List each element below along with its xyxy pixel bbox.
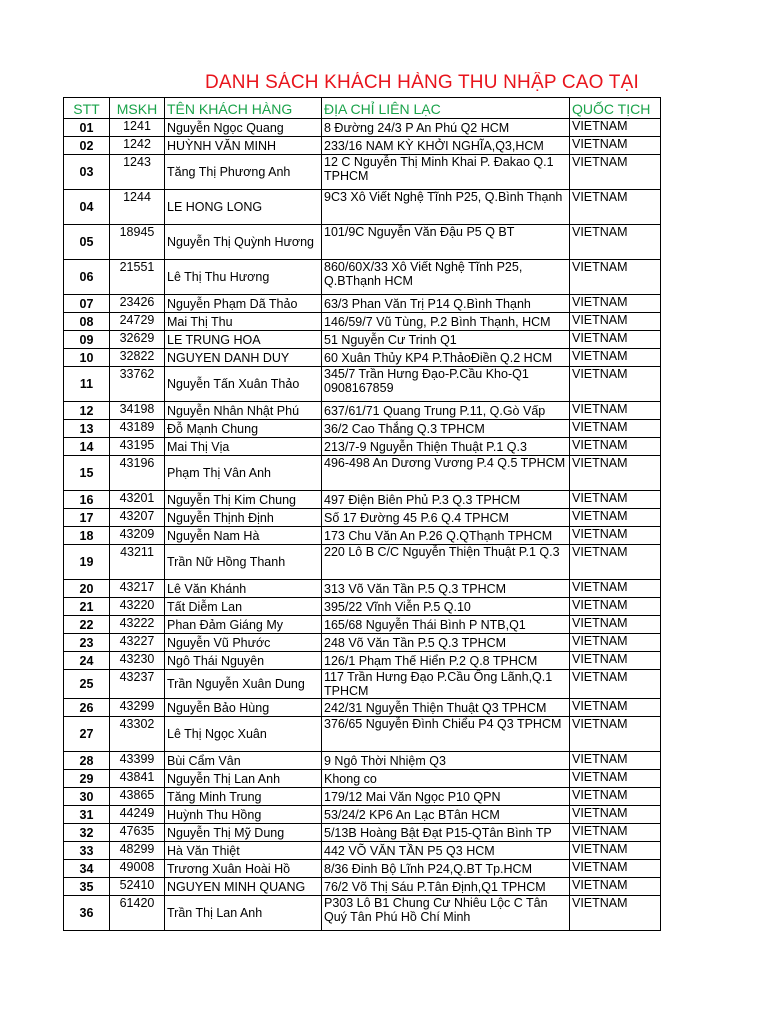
row-name[interactable]: Đỗ Mạnh Chung — [165, 420, 322, 438]
row-mskh[interactable]: 34198 — [110, 402, 165, 420]
table-row — [64, 788, 661, 806]
row-mskh[interactable]: 33762 — [110, 367, 165, 402]
row-address[interactable]: 8 Đường 24/3 P An Phú Q2 HCM — [322, 119, 570, 137]
table-row — [64, 770, 661, 788]
row-nationality[interactable]: VIETNAM — [570, 119, 661, 137]
row-name[interactable]: Nguyễn Thịnh Định — [165, 509, 322, 527]
row-nationality[interactable]: VIETNAM — [570, 509, 661, 527]
row-name[interactable]: Lê Thị Ngọc Xuân — [165, 717, 322, 752]
row-nationality[interactable]: VIETNAM — [570, 402, 661, 420]
row-nationality[interactable]: VIETNAM — [570, 137, 661, 155]
row-mskh[interactable]: 43217 — [110, 580, 165, 598]
table-row — [64, 509, 661, 527]
table-row — [64, 527, 661, 545]
table-row — [64, 225, 661, 260]
row-mskh[interactable]: 43865 — [110, 788, 165, 806]
row-address[interactable]: 60 Xuân Thủy KP4 P.ThảoĐiền Q.2 HCM — [322, 349, 570, 367]
table-row — [64, 580, 661, 598]
table-row — [64, 824, 661, 842]
row-nationality[interactable]: VIETNAM — [570, 806, 661, 824]
header-mskh[interactable]: MSKH — [110, 98, 165, 119]
row-stt[interactable]: 03 — [64, 155, 110, 190]
row-name[interactable]: Nguyễn Nam Hà — [165, 527, 322, 545]
table-row — [64, 896, 661, 931]
header-name[interactable]: TÊN KHÁCH HÀNG — [165, 98, 322, 119]
row-address[interactable]: Số 17 Đường 45 P.6 Q.4 TPHCM — [322, 509, 570, 527]
row-nationality[interactable]: VIETNAM — [570, 349, 661, 367]
row-mskh[interactable]: 24729 — [110, 313, 165, 331]
row-stt[interactable]: 07 — [64, 295, 110, 313]
row-nationality[interactable]: VIETNAM — [570, 770, 661, 788]
row-stt[interactable]: 22 — [64, 616, 110, 634]
row-nationality[interactable]: VIETNAM — [570, 670, 661, 699]
table-row — [64, 438, 661, 456]
row-address[interactable]: 8/36 Đinh Bộ Lĩnh P24,Q.BT Tp.HCM — [322, 860, 570, 878]
row-mskh[interactable]: 43230 — [110, 652, 165, 670]
table-row — [64, 402, 661, 420]
row-name[interactable]: Lê Thị Thu Hương — [165, 260, 322, 295]
row-name[interactable]: Trần Nữ Hồng Thanh — [165, 545, 322, 580]
row-name[interactable]: Huỳnh Thu Hồng — [165, 806, 322, 824]
row-name[interactable]: Tăng Thị Phương Anh — [165, 155, 322, 190]
row-address[interactable]: 63/3 Phan Văn Trị P14 Q.Bình Thạnh — [322, 295, 570, 313]
row-stt[interactable]: 15 — [64, 456, 110, 491]
table-row — [64, 616, 661, 634]
row-stt[interactable]: 28 — [64, 752, 110, 770]
row-mskh[interactable]: 43201 — [110, 491, 165, 509]
row-name[interactable]: Phạm Thị Vân Anh — [165, 456, 322, 491]
row-name[interactable]: Nguyễn Thị Quỳnh Hương — [165, 225, 322, 260]
row-nationality[interactable]: VIETNAM — [570, 155, 661, 190]
row-name[interactable]: Phan Đảm Giáng My — [165, 616, 322, 634]
row-mskh[interactable]: 1244 — [110, 190, 165, 225]
row-name[interactable]: Nguyễn Thị Mỹ Dung — [165, 824, 322, 842]
row-address[interactable]: 496-498 An Dương Vương P.4 Q.5 TPHCM — [322, 456, 570, 491]
table-row — [64, 634, 661, 652]
row-stt[interactable]: 08 — [64, 313, 110, 331]
row-nationality[interactable]: VIETNAM — [570, 699, 661, 717]
row-name[interactable]: NGUYEN DANH DUY — [165, 349, 322, 367]
table-row — [64, 699, 661, 717]
row-stt[interactable]: 32 — [64, 824, 110, 842]
row-mskh[interactable]: 43841 — [110, 770, 165, 788]
row-nationality[interactable]: VIETNAM — [570, 598, 661, 616]
row-name[interactable]: Mai Thị Vịa — [165, 438, 322, 456]
table-row — [64, 295, 661, 313]
row-address[interactable]: 146/59/7 Vũ Tùng, P.2 Bình Thạnh, HCM — [322, 313, 570, 331]
row-name[interactable]: Hà Văn Thiệt — [165, 842, 322, 860]
table-row — [64, 652, 661, 670]
row-name[interactable]: HUỲNH VĂN MINH — [165, 137, 322, 155]
row-stt[interactable]: 21 — [64, 598, 110, 616]
row-address[interactable]: P303 Lô B1 Chung Cư Nhiêu Lộc C Tân Quý Tân Phú Hồ Chí Minh — [322, 896, 570, 931]
row-mskh[interactable]: 52410 — [110, 878, 165, 896]
row-stt[interactable]: 13 — [64, 420, 110, 438]
row-address[interactable]: 165/68 Nguyễn Thái Bình P NTB,Q1 — [322, 616, 570, 634]
row-mskh[interactable]: 44249 — [110, 806, 165, 824]
row-name[interactable]: Nguyễn Bảo Hùng — [165, 699, 322, 717]
row-nationality[interactable]: VIETNAM — [570, 260, 661, 295]
row-nationality[interactable]: VIETNAM — [570, 634, 661, 652]
row-mskh[interactable]: 43196 — [110, 456, 165, 491]
header-address[interactable]: ĐỊA CHỈ LIÊN LẠC — [322, 98, 570, 119]
row-name[interactable]: Nguyễn Vũ Phước — [165, 634, 322, 652]
row-mskh[interactable]: 21551 — [110, 260, 165, 295]
row-address[interactable]: 395/22 Vĩnh Viễn P.5 Q.10 — [322, 598, 570, 616]
row-address[interactable]: 313 Võ Văn Tần P.5 Q.3 TPHCM — [322, 580, 570, 598]
row-mskh[interactable]: 43207 — [110, 509, 165, 527]
row-nationality[interactable]: VIETNAM — [570, 580, 661, 598]
row-stt[interactable]: 26 — [64, 699, 110, 717]
row-nationality[interactable]: VIETNAM — [570, 545, 661, 580]
row-address[interactable]: 860/60X/33 Xô Viết Nghệ Tĩnh P25, Q.BThạnh HCM — [322, 260, 570, 295]
row-nationality[interactable]: VIETNAM — [570, 420, 661, 438]
row-mskh[interactable]: 1241 — [110, 119, 165, 137]
row-stt[interactable]: 34 — [64, 860, 110, 878]
row-mskh[interactable]: 43237 — [110, 670, 165, 699]
row-name[interactable]: Lê Văn Khánh — [165, 580, 322, 598]
table-row — [64, 752, 661, 770]
row-name[interactable]: NGUYEN MINH QUANG — [165, 878, 322, 896]
row-address[interactable]: 497 Điện Biên Phủ P.3 Q.3 TPHCM — [322, 491, 570, 509]
table-row — [64, 119, 661, 137]
row-nationality[interactable]: VIETNAM — [570, 456, 661, 491]
row-stt[interactable]: 33 — [64, 842, 110, 860]
header-stt[interactable]: STT — [64, 98, 110, 119]
customer-table — [63, 97, 661, 931]
row-address[interactable]: 213/7-9 Nguyễn Thiện Thuật P.1 Q.3 — [322, 438, 570, 456]
table-row — [64, 717, 661, 752]
row-name[interactable]: Trần Nguyễn Xuân Dung — [165, 670, 322, 699]
row-stt[interactable]: 09 — [64, 331, 110, 349]
row-nationality[interactable]: VIETNAM — [570, 295, 661, 313]
table-row — [64, 860, 661, 878]
row-address[interactable]: 101/9C Nguyễn Văn Đậu P5 Q BT — [322, 225, 570, 260]
row-nationality[interactable]: VIETNAM — [570, 527, 661, 545]
row-nationality[interactable]: VIETNAM — [570, 878, 661, 896]
table-row — [64, 545, 661, 580]
row-name[interactable]: Nguyễn Tấn Xuân Thảo — [165, 367, 322, 402]
row-address[interactable]: 12 C Nguyễn Thị Minh Khai P. Đakao Q.1 TPHCM — [322, 155, 570, 190]
header-row — [64, 98, 661, 119]
row-mskh[interactable]: 1243 — [110, 155, 165, 190]
row-stt[interactable]: 02 — [64, 137, 110, 155]
table-row — [64, 842, 661, 860]
row-address[interactable]: 376/65 Nguyễn Đình Chiểu P4 Q3 TPHCM — [322, 717, 570, 752]
row-nationality[interactable]: VIETNAM — [570, 331, 661, 349]
row-mskh[interactable]: 61420 — [110, 896, 165, 931]
row-address[interactable]: 173 Chu Văn An P.26 Q.QThạnh TPHCM — [322, 527, 570, 545]
row-stt[interactable]: 04 — [64, 190, 110, 225]
row-address[interactable]: 345/7 Trần Hưng Đạo-P.Cầu Kho-Q1 0908167859 — [322, 367, 570, 402]
row-name[interactable]: Nguyễn Thị Lan Anh — [165, 770, 322, 788]
row-address[interactable]: 126/1 Phạm Thế Hiển P.2 Q.8 TPHCM — [322, 652, 570, 670]
table-row — [64, 598, 661, 616]
row-stt[interactable]: 19 — [64, 545, 110, 580]
row-nationality[interactable]: VIETNAM — [570, 824, 661, 842]
row-address[interactable]: 179/12 Mai Văn Ngọc P10 QPN — [322, 788, 570, 806]
row-nationality[interactable]: VIETNAM — [570, 367, 661, 402]
row-stt[interactable]: 14 — [64, 438, 110, 456]
table-row — [64, 349, 661, 367]
row-nationality[interactable]: VIETNAM — [570, 438, 661, 456]
row-address[interactable]: 220 Lô B C/C Nguyễn Thiện Thuật P.1 Q.3 — [322, 545, 570, 580]
row-nationality[interactable]: VIETNAM — [570, 190, 661, 225]
table-row — [64, 190, 661, 225]
row-stt[interactable]: 12 — [64, 402, 110, 420]
table-row — [64, 313, 661, 331]
row-address[interactable]: 5/13B Hoàng Bật Đạt P15-QTân Bình TP — [322, 824, 570, 842]
row-stt[interactable]: 23 — [64, 634, 110, 652]
row-nationality[interactable]: VIETNAM — [570, 752, 661, 770]
row-stt[interactable]: 35 — [64, 878, 110, 896]
table-row — [64, 670, 661, 699]
row-mskh[interactable]: 43399 — [110, 752, 165, 770]
row-name[interactable]: Ngô Thái Nguyên — [165, 652, 322, 670]
row-stt[interactable]: 06 — [64, 260, 110, 295]
table-row — [64, 456, 661, 491]
row-stt[interactable]: 11 — [64, 367, 110, 402]
row-stt[interactable]: 27 — [64, 717, 110, 752]
row-name[interactable]: Nguyễn Nhân Nhật Phú — [165, 402, 322, 420]
row-name[interactable]: Nguyễn Thị Kim Chung — [165, 491, 322, 509]
row-mskh[interactable]: 43302 — [110, 717, 165, 752]
table-row — [64, 491, 661, 509]
row-nationality[interactable]: VIETNAM — [570, 225, 661, 260]
row-name[interactable]: Mai Thị Thu — [165, 313, 322, 331]
row-nationality[interactable]: VIETNAM — [570, 616, 661, 634]
sheet-title: DANH SÁCH KHÁCH HÀNG THU NHẬP CAO TẠI — [205, 72, 639, 93]
row-mskh[interactable]: 32629 — [110, 331, 165, 349]
table-row — [64, 878, 661, 896]
row-address[interactable]: 76/2 Võ Thị Sáu P.Tân Định,Q1 TPHCM — [322, 878, 570, 896]
row-nationality[interactable]: VIETNAM — [570, 717, 661, 752]
row-mskh[interactable]: 43211 — [110, 545, 165, 580]
row-mskh[interactable]: 43209 — [110, 527, 165, 545]
row-address[interactable]: Khong co — [322, 770, 570, 788]
row-mskh[interactable]: 43222 — [110, 616, 165, 634]
row-mskh[interactable]: 43227 — [110, 634, 165, 652]
row-address[interactable]: 9 Ngô Thời Nhiệm Q3 — [322, 752, 570, 770]
row-nationality[interactable]: VIETNAM — [570, 860, 661, 878]
row-mskh[interactable]: 23426 — [110, 295, 165, 313]
row-mskh[interactable]: 43195 — [110, 438, 165, 456]
row-address[interactable]: 233/16 NAM KỲ KHỞI NGHĨA,Q3,HCM — [322, 137, 570, 155]
row-stt[interactable]: 24 — [64, 652, 110, 670]
row-nationality[interactable]: VIETNAM — [570, 491, 661, 509]
row-nationality[interactable]: VIETNAM — [570, 842, 661, 860]
row-stt[interactable]: 25 — [64, 670, 110, 699]
table-row — [64, 137, 661, 155]
row-address[interactable]: 51 Nguyễn Cư Trinh Q1 — [322, 331, 570, 349]
row-name[interactable]: Nguyễn Phạm Dã Thảo — [165, 295, 322, 313]
table-row — [64, 331, 661, 349]
row-name[interactable]: Trương Xuân Hoài Hồ — [165, 860, 322, 878]
row-name[interactable]: Nguyễn Ngọc Quang — [165, 119, 322, 137]
row-stt[interactable]: 05 — [64, 225, 110, 260]
row-stt[interactable]: 16 — [64, 491, 110, 509]
row-nationality[interactable]: VIETNAM — [570, 788, 661, 806]
row-address[interactable]: 117 Trần Hưng Đạo P.Cầu Ông Lãnh,Q.1 TPHCM — [322, 670, 570, 699]
row-name[interactable]: LE TRUNG HOA — [165, 331, 322, 349]
row-name[interactable]: Trần Thị Lan Anh — [165, 896, 322, 931]
row-name[interactable]: Tất Diễm Lan — [165, 598, 322, 616]
row-stt[interactable]: 31 — [64, 806, 110, 824]
row-stt[interactable]: 29 — [64, 770, 110, 788]
table-row — [64, 367, 661, 402]
row-stt[interactable]: 10 — [64, 349, 110, 367]
row-mskh[interactable]: 48299 — [110, 842, 165, 860]
row-stt[interactable]: 17 — [64, 509, 110, 527]
row-address[interactable]: 53/24/2 KP6 An Lạc BTân HCM — [322, 806, 570, 824]
row-stt[interactable]: 30 — [64, 788, 110, 806]
row-name[interactable]: Bùi Cẩm Vân — [165, 752, 322, 770]
row-address[interactable]: 637/61/71 Quang Trung P.11, Q.Gò Vấp — [322, 402, 570, 420]
row-address[interactable]: 9C3 Xô Viết Nghệ Tĩnh P25, Q.Bình Thạnh — [322, 190, 570, 225]
row-mskh[interactable]: 43299 — [110, 699, 165, 717]
row-mskh[interactable]: 43189 — [110, 420, 165, 438]
row-address[interactable]: 248 Võ Văn Tần P.5 Q.3 TPHCM — [322, 634, 570, 652]
row-address[interactable]: 242/31 Nguyễn Thiện Thuật Q3 TPHCM — [322, 699, 570, 717]
row-nationality[interactable]: VIETNAM — [570, 896, 661, 931]
table-row — [64, 155, 661, 190]
table-row — [64, 806, 661, 824]
row-stt[interactable]: 36 — [64, 896, 110, 931]
table-row — [64, 420, 661, 438]
row-mskh[interactable]: 43220 — [110, 598, 165, 616]
row-address[interactable]: 442 VÕ VĂN TẦN P5 Q3 HCM — [322, 842, 570, 860]
row-mskh[interactable]: 49008 — [110, 860, 165, 878]
row-mskh[interactable]: 32822 — [110, 349, 165, 367]
row-mskh[interactable]: 47635 — [110, 824, 165, 842]
row-name[interactable]: LE HONG LONG — [165, 190, 322, 225]
table-row — [64, 260, 661, 295]
row-stt[interactable]: 01 — [64, 119, 110, 137]
header-nationality[interactable]: QUỐC TỊCH — [570, 98, 661, 119]
row-name[interactable]: Tăng Minh Trung — [165, 788, 322, 806]
row-stt[interactable]: 18 — [64, 527, 110, 545]
row-nationality[interactable]: VIETNAM — [570, 652, 661, 670]
row-nationality[interactable]: VIETNAM — [570, 313, 661, 331]
row-mskh[interactable]: 1242 — [110, 137, 165, 155]
row-stt[interactable]: 20 — [64, 580, 110, 598]
row-mskh[interactable]: 18945 — [110, 225, 165, 260]
row-address[interactable]: 36/2 Cao Thắng Q.3 TPHCM — [322, 420, 570, 438]
